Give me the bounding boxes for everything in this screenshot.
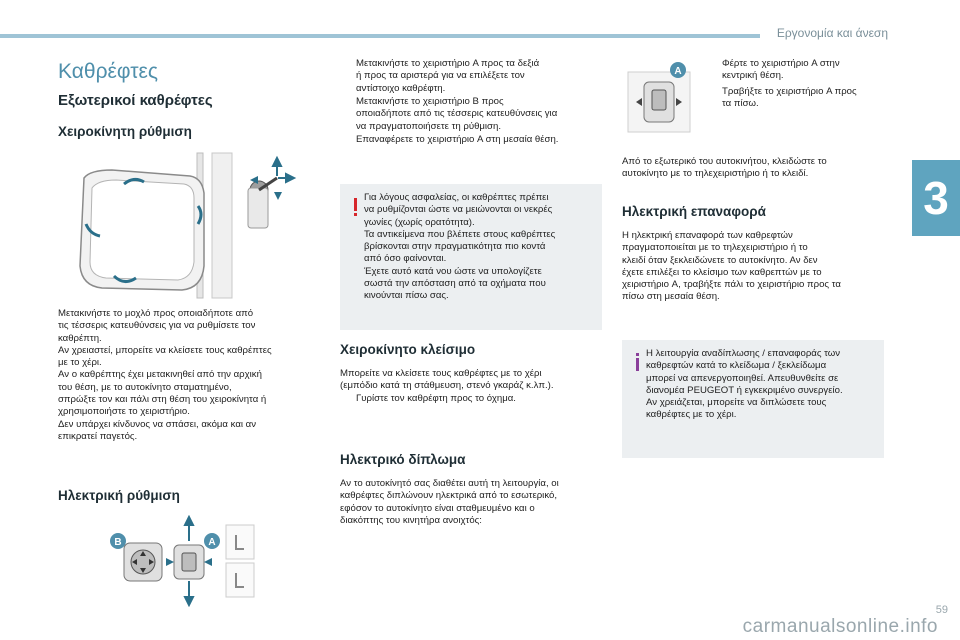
watermark: carmanualsonline.info	[742, 616, 938, 637]
mirror-illustration	[72, 148, 312, 303]
manual-fold-heading: Χειροκίνητο κλείσιμο	[340, 342, 476, 357]
electric-adjust-heading: Ηλεκτρική ρύθμιση	[58, 488, 180, 503]
fold-step-pull: Τραβήξτε το χειριστήριο A προς τα πίσω.	[722, 86, 857, 110]
header-rule	[0, 34, 760, 38]
fold-lock-text: Από το εξωτερικό του αυτοκινήτου, κλειδώστε το αυτοκίνητο με το τηλεχειριστήριο ή το κλειδί.	[622, 156, 827, 180]
manual-fold-step: Γυρίστε τον καθρέφτη προς το όχημα.	[356, 393, 516, 404]
chapter-number: 3	[923, 172, 949, 224]
manual-fold-text: Μπορείτε να κλείσετε τους καθρέφτες με το χέρι (εμπόδιο κατά τη στάθμευση, στενό γκαράζ κ.λπ.).	[340, 368, 554, 392]
step-reset-control: Επαναφέρετε το χειριστήριο A στη μεσαία θέση.	[356, 134, 559, 145]
electric-unfold-heading: Ηλεκτρική επαναφορά	[622, 204, 766, 219]
info-box: Η λειτουργία αναδίπλωσης / επαναφοράς των καθρεφτών κατά το κλείδωμα / ξεκλείδωμα μπορεί να απενεργοποιηθεί. Απευθυνθείτε σε διανομέα PEUGEOT ή εγκεκριμένο συνεργείο. Αν χρειάζεται, μπορείτε να διπλώσετε τους καθρέφτες με το χέρι.	[622, 340, 884, 458]
step-select-mirror: Μετακινήστε το χειριστήριο A προς τα δεξιά ή προς τα αριστερά για να επιλέξετε τον αντίστοιχο καθρέφτη.	[356, 58, 540, 94]
label-a: A	[674, 66, 682, 77]
info-icon	[630, 348, 644, 368]
warning-icon	[348, 192, 362, 212]
chapter-tab	[912, 160, 960, 236]
fold-control-illustration	[622, 58, 696, 138]
control-illustration	[108, 515, 268, 607]
page-number: 59	[935, 604, 948, 616]
label-a: A	[208, 537, 216, 548]
manual-adjust-heading: Χειροκίνητη ρύθμιση	[58, 124, 192, 139]
electric-fold-text: Αν το αυτοκίνητό σας διαθέτει αυτή τη λειτουργία, οι καθρέφτες διπλώνουν ηλεκτρικά από το εσωτερικό, εφόσον το αυτοκίνητο είναι σταθμευμένο και ο διακόπτης του κινητήρα ανοιχτός:	[340, 478, 559, 526]
chapter-title: Εργονομία και άνεση	[776, 26, 888, 40]
label-b: B	[114, 537, 122, 548]
electric-fold-heading: Ηλεκτρικό δίπλωμα	[340, 452, 466, 467]
section-subtitle: Εξωτερικοί καθρέφτες	[58, 92, 213, 109]
electric-unfold-text: Η ηλεκτρική επαναφορά των καθρεφτών πραγματοποιείται με το τηλεχειριστήριο ή το κλειδί όταν ξεκλειδώνετε το αυτοκίνητο. Αν δεν έχετε επιλέξει το κλείσιμο των καθρεπτών με το χειριστήριο A, τραβήξτε πάλι το χειριστήριο προς τα πίσω στη μεσαία θέση.	[622, 230, 841, 303]
section-title: Καθρέφτες	[58, 60, 158, 83]
manual-adjust-text: Μετακινήστε το μοχλό προς οποιαδήποτε από τις τέσσερις κατευθύνσεις για να ρυθμίσετε τον καθρέπτη. Αν χρειαστεί, μπορείτε να κλείσετε τους καθρέπτες με το χέρι. Αν ο καθρέπτης έχει μετακινηθεί από την αρχική του θέση, με το αυτοκίνητο σταματημένο, σπρώξτε τον και πάλι στη θέση του χειροκίνητα ή χρησιμοποιήστε το χειριστήριο. Δεν υπάρχει κίνδυνος να σπάσει, ακόμα και αν επικρατεί παγετός.	[58, 308, 272, 442]
step-adjust-mirror: Μετακινήστε το χειριστήριο B προς οποιαδήποτε από τις τέσσερις κατευθύνσεις για να πραγματοποιήσετε τη ρύθμιση.	[356, 96, 558, 132]
fold-step-center: Φέρτε το χειριστήριο A στην κεντρική θέση.	[722, 58, 840, 82]
safety-warning-box: Για λόγους ασφαλείας, οι καθρέπτες πρέπει να ρυθμίζονται ώστε να μειώνονται οι νεκρές γωνίες (χωρίς ορατότητα). Τα αντικείμενα που βλέπετε στους καθρέπτες βρίσκονται στην πραγματικότητα πιο κοντά από όσο φαίνονται. Έχετε αυτό κατά νου ώστε να υπολογίζετε σωστά την απόσταση από τα οχήματα που κινούνται πίσω σας.	[340, 184, 602, 330]
